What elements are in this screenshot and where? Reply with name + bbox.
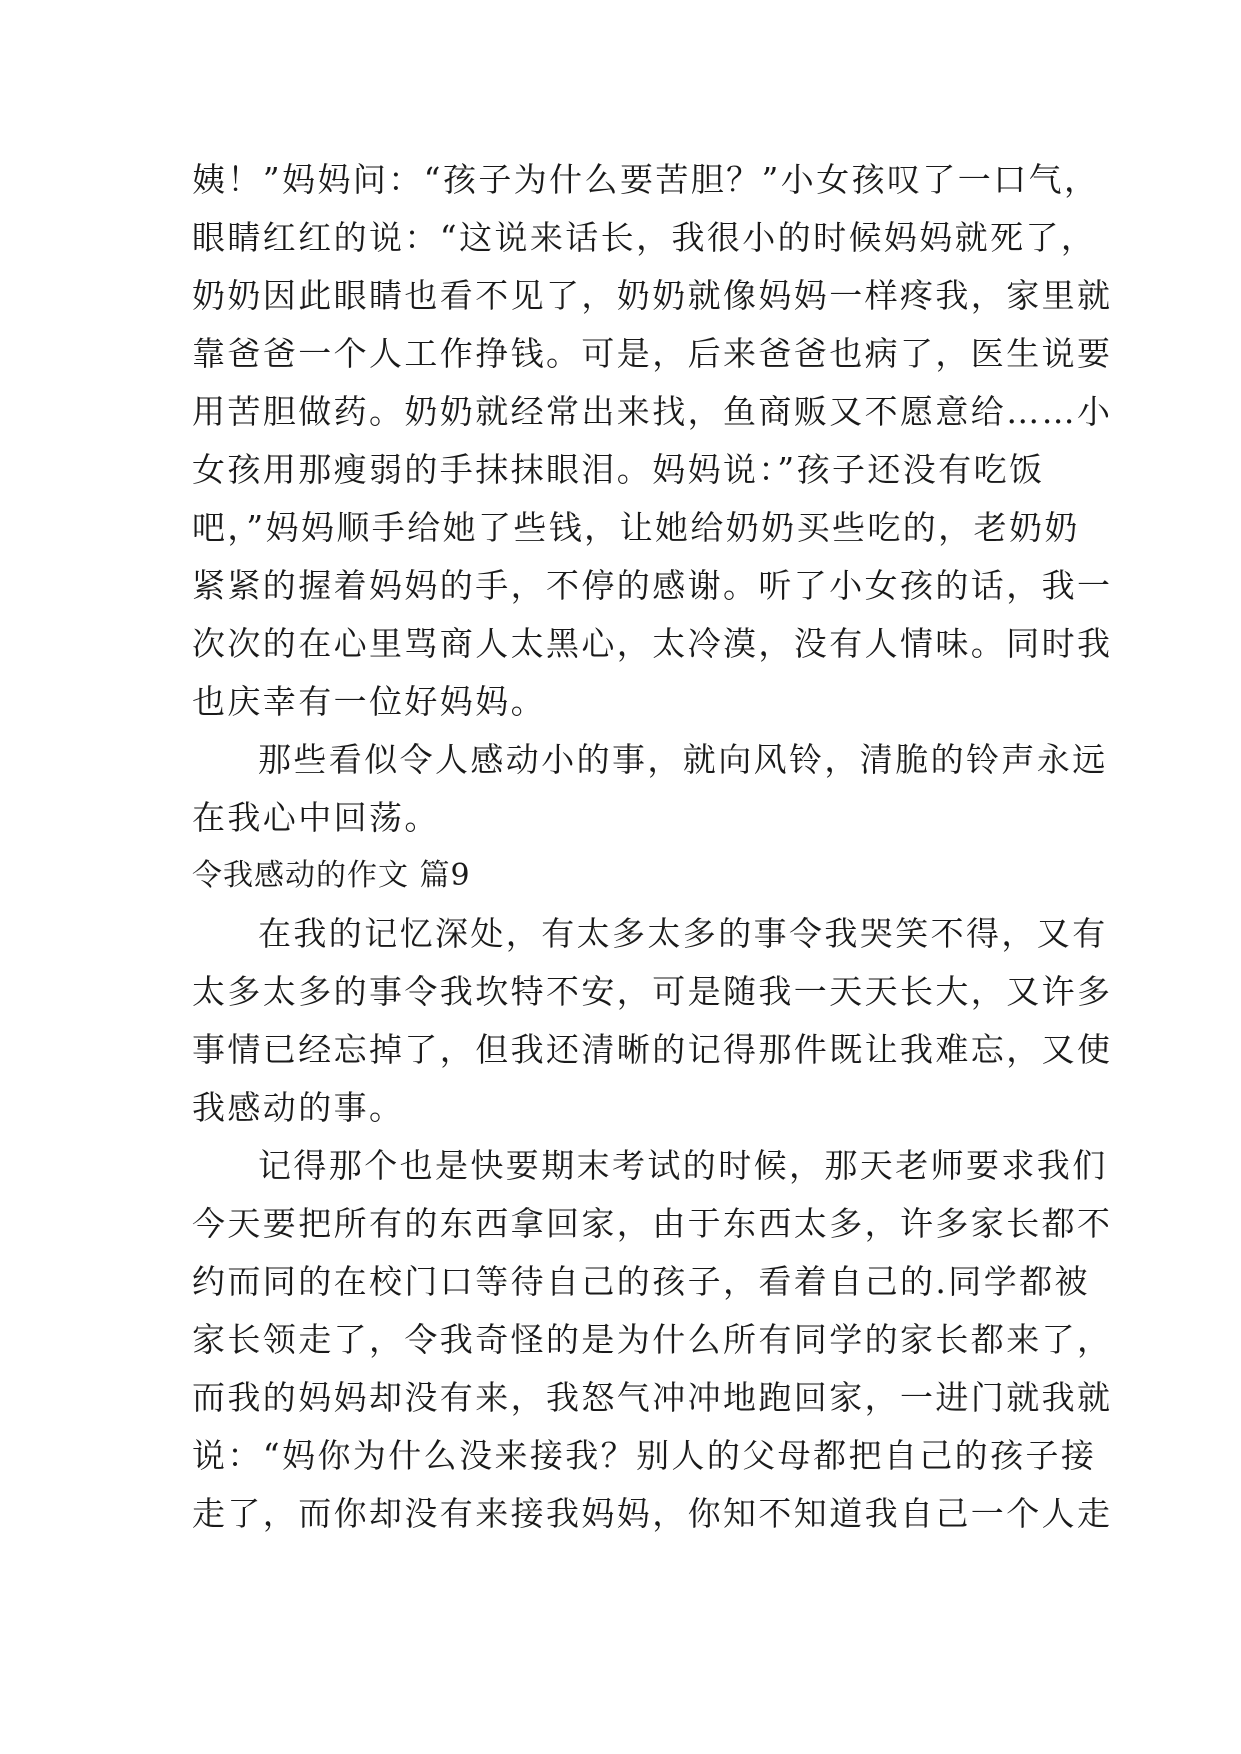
paragraph-start: 在我的记忆深处，有太多太多的事令我哭笑不得，又有 [258, 914, 1108, 953]
text-line: 我感动的事。 [192, 1088, 405, 1127]
text-line: 姨！”妈妈问：“孩子为什么要苦胆？”小女孩叹了一口气， [192, 160, 1100, 199]
text-line: 用苦胆做药。奶奶就经常出来找，鱼商贩又不愿意给……小 [192, 392, 1113, 431]
text-line: 次次的在心里骂商人太黑心，太冷漠，没有人情味。同时我 [192, 624, 1113, 663]
text-line: 紧紧的握着妈妈的手，不停的感谢。听了小女孩的话，我一 [192, 566, 1113, 605]
text-line: 吧，”妈妈顺手给她了些钱，让她给奶奶买些吃的，老奶奶 [192, 508, 1080, 547]
text-line: 奶奶因此眼睛也看不见了，奶奶就像妈妈一样疼我，家里就 [192, 276, 1113, 315]
text-line: 女孩用那瘦弱的手抹抹眼泪。妈妈说：”孩子还没有吃饭 [192, 450, 1045, 489]
paragraph-start: 那些看似令人感动小的事，就向风铃，清脆的铃声永远 [258, 740, 1108, 779]
section-heading: 令我感动的作文 篇9 [192, 858, 471, 893]
paragraph-start: 记得那个也是快要期末考试的时候，那天老师要求我们 [258, 1146, 1108, 1185]
text-line: 也庆幸有一位好妈妈。 [192, 682, 546, 721]
text-line: 走了，而你却没有来接我妈妈，你知不知道我自己一个人走 [192, 1494, 1113, 1533]
text-line: 约而同的在校门口等待自己的孩子，看着自己的.同学都被 [192, 1262, 1090, 1301]
text-line: 靠爸爸一个人工作挣钱。可是，后来爸爸也病了，医生说要 [192, 334, 1113, 373]
text-line: 家长领走了，令我奇怪的是为什么所有同学的家长都来了， [192, 1320, 1113, 1359]
text-line: 眼睛红红的说：“这说来话长，我很小的时候妈妈就死了， [192, 218, 1097, 257]
text-line: 事情已经忘掉了，但我还清晰的记得那件既让我难忘，又使 [192, 1030, 1113, 1069]
text-line: 在我心中回荡。 [192, 798, 440, 837]
text-line: 今天要把所有的东西拿回家，由于东西太多，许多家长都不 [192, 1204, 1113, 1243]
text-line: 而我的妈妈却没有来，我怒气冲冲地跑回家，一进门就我就 [192, 1378, 1113, 1417]
text-line: 太多太多的事令我坎特不安，可是随我一天天长大，又许多 [192, 972, 1113, 1011]
text-line: 说：“妈你为什么没来接我？别人的父母都把自己的孩子接 [192, 1436, 1097, 1475]
